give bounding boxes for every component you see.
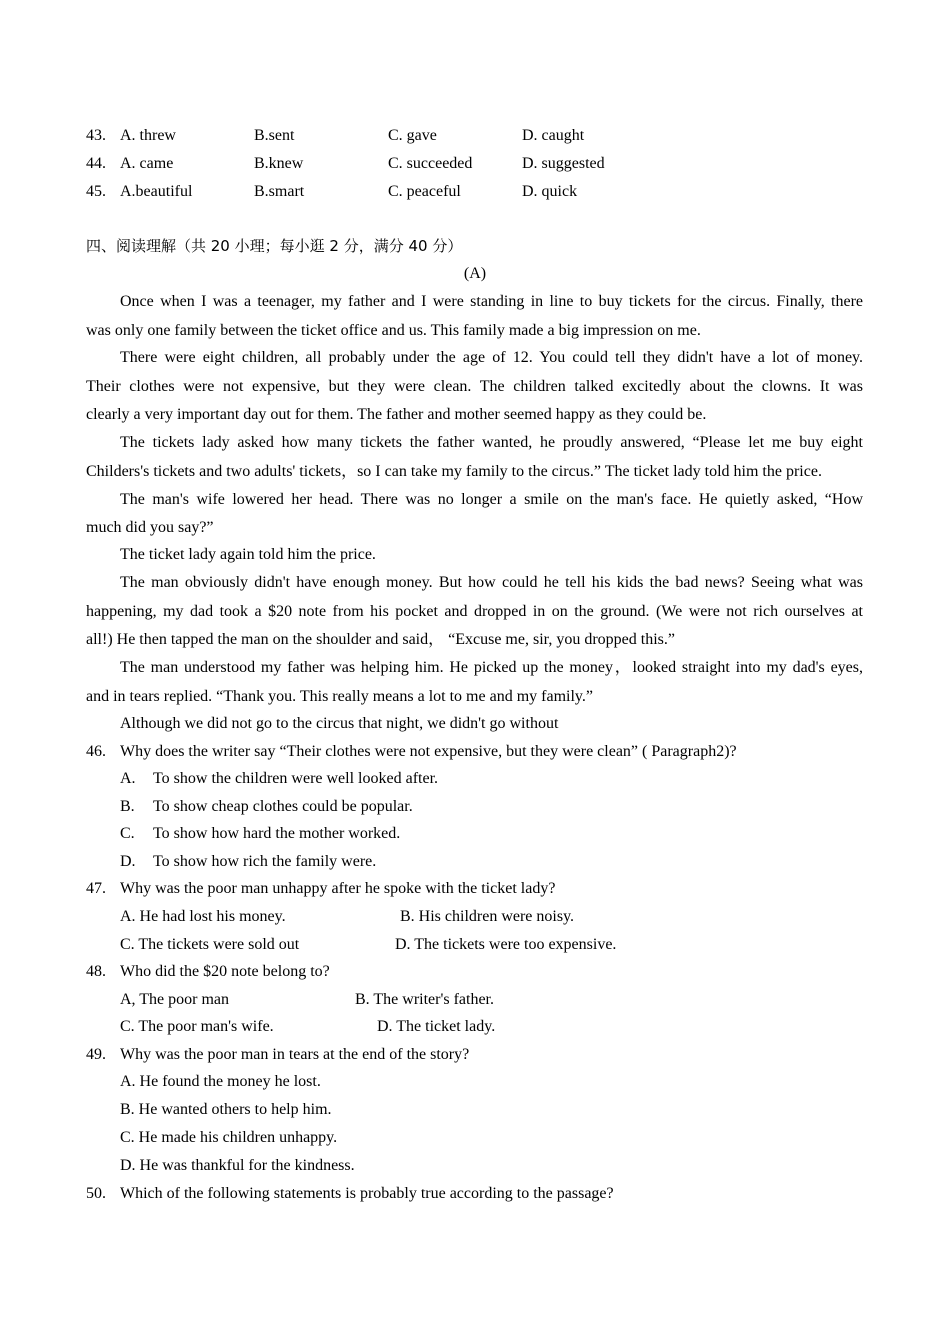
question-50-number: 50. (86, 1185, 106, 1202)
question-46-number: 46. (86, 743, 106, 760)
passage-line: Their clothes were not expensive, but they were clean. The children talked excitedly about the clowns. It was (86, 378, 863, 395)
option-d: D. The tickets were too expensive. (395, 936, 617, 953)
option-b: B.smart (254, 183, 305, 200)
option-letter: D. (120, 853, 136, 870)
option-a: A. He had lost his money. (120, 908, 286, 925)
option-a: A. He found the money he lost. (120, 1073, 321, 1090)
option-c: C. He made his children unhappy. (120, 1129, 338, 1146)
passage-line: clearly a very important day out for them. The father and mother seemed happy as they could be. (86, 406, 707, 423)
option-b: B.knew (254, 155, 304, 172)
passage-line: Once when I was a teenager, my father and I were standing in line to buy tickets for the circus. Finally, there (120, 293, 863, 310)
question-47-number: 47. (86, 880, 106, 897)
passage-line: The man understood my father was helping him. He picked up the money，looked straight into my dad's eyes, (120, 659, 863, 676)
vocab-question-45 (86, 181, 106, 203)
option-text: To show the children were well looked after. (153, 770, 439, 787)
option-c: C. peaceful (388, 183, 461, 200)
question-number: 44. (86, 155, 106, 172)
option-b: B. He wanted others to help him. (120, 1101, 332, 1118)
option-d: D. caught (522, 127, 585, 144)
option-b: B.sent (254, 127, 295, 144)
passage-line: happening, my dad took a $20 note from his pocket and dropped in on the ground. (We were not rich ourselves at (86, 603, 863, 620)
option-a: A. came (120, 155, 174, 172)
passage-line: and in tears replied. “Thank you. This really means a lot to me and my family.” (86, 688, 593, 705)
vocab-question-44 (86, 153, 106, 175)
option-letter: C. (120, 825, 135, 842)
option-letter: A. (120, 770, 136, 787)
question-49-number: 49. (86, 1046, 106, 1063)
question-48-stem: Who did the $20 note belong to? (120, 963, 330, 980)
question-49-stem: Why was the poor man in tears at the end of the story? (120, 1046, 470, 1063)
option-text: To show how rich the family were. (153, 853, 377, 870)
passage-line: all!) He then tapped the man on the shoulder and said， “Excuse me, sir, you dropped this.” (86, 631, 675, 648)
option-letter: B. (120, 798, 135, 815)
option-c: C. The tickets were sold out (120, 936, 300, 953)
vocab-question-43 (86, 125, 106, 147)
question-number: 43. (86, 127, 106, 144)
question-47-stem: Why was the poor man unhappy after he spoke with the ticket lady? (120, 880, 556, 897)
question-number: 45. (86, 183, 106, 200)
option-b: B. His children were noisy. (400, 908, 575, 925)
passage-line: The man obviously didn't have enough money. But how could he tell his kids the bad news? Seeing what was (120, 574, 863, 591)
passage-line: The man's wife lowered her head. There was no longer a smile on the man's face. He quietly asked, “How (120, 491, 863, 508)
option-d: D. The ticket lady. (377, 1018, 496, 1035)
option-d: D. suggested (522, 155, 605, 172)
option-c: C. succeeded (388, 155, 473, 172)
option-d: D. quick (522, 183, 578, 200)
option-text: To show how hard the mother worked. (153, 825, 401, 842)
option-a: A. threw (120, 127, 176, 144)
passage-line: Although we did not go to the circus that night, we didn't go without (120, 715, 559, 732)
option-a: A.beautiful (120, 183, 193, 200)
option-c: C. gave (388, 127, 437, 144)
passage-line: There were eight children, all probably under the age of 12. You could tell they didn't have a lot of money. (120, 349, 863, 366)
option-a: A, The poor man (120, 991, 230, 1008)
option-b: B. The writer's father. (355, 991, 494, 1008)
section-title: 四、阅读理解（共 20 小理；每小逛 2 分，满分 40 分） (86, 237, 463, 255)
option-text: To show cheap clothes could be popular. (153, 798, 413, 815)
option-d: D. He was thankful for the kindness. (120, 1157, 355, 1174)
passage-line: The ticket lady again told him the price. (120, 546, 376, 563)
passage-line: much did you say?” (86, 519, 214, 536)
option-c: C. The poor man's wife. (120, 1018, 274, 1035)
question-50-stem: Which of the following statements is probably true according to the passage? (120, 1185, 614, 1202)
passage-line: The tickets lady asked how many tickets the father wanted, he proudly answered, “Please let me buy eight (120, 434, 863, 451)
passage-line: was only one family between the ticket office and us. This family made a big impression on me. (86, 322, 701, 339)
passage-line: Childers's tickets and two adults' tickets，so I can take my family to the circus.” The ticket lady told him the price. (86, 463, 822, 480)
passage-label: (A) (463, 265, 487, 282)
question-48-number: 48. (86, 963, 106, 980)
question-46-stem: Why does the writer say “Their clothes were not expensive, but they were clean” ( Paragraph2)? (120, 743, 737, 760)
